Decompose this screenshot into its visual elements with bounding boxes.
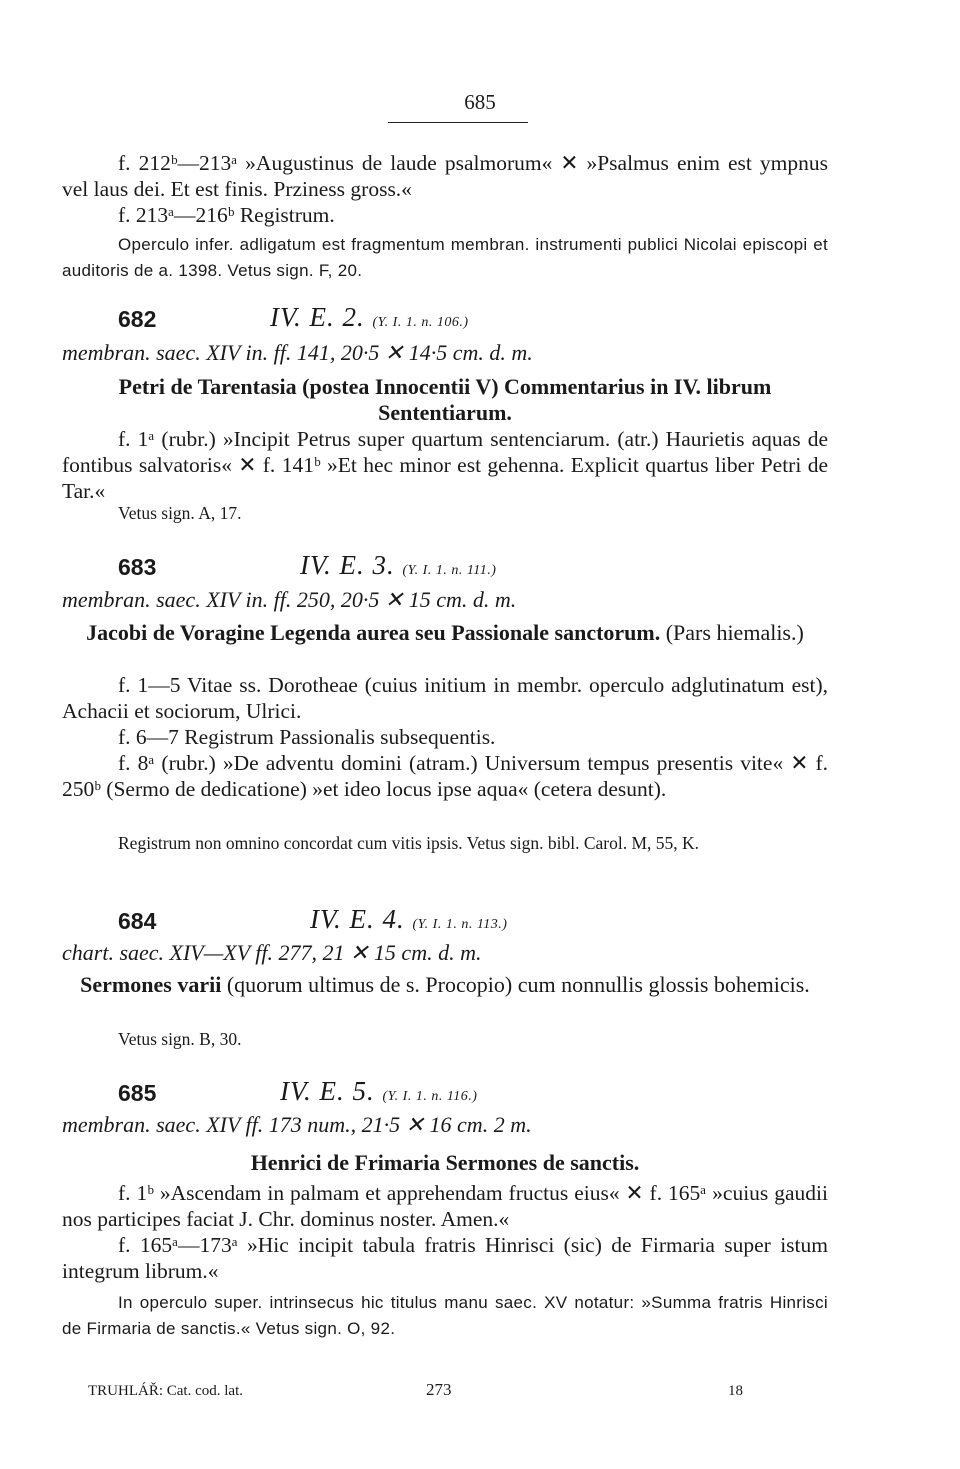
old-reference: (Y. I. 1. n. 113.) [412, 917, 508, 932]
top-entry-note-block [62, 232, 828, 284]
entry-signature [300, 550, 496, 581]
signature-text: IV. E. 3. [300, 550, 395, 580]
entry-title-suffix: (quorum ultimus de s. Procopio) cum nonnullis glossis bohemicis. [221, 972, 810, 997]
entry-body-paragraph: f. 1ᵇ »Ascendam in palmam et apprehendam fructus eius« ✕ f. 165ᵃ »cuius gaudii nos participes faciat J. Chr. dominus noster. Amen.« [62, 1181, 828, 1231]
entry-note-block [62, 1026, 828, 1052]
entry-number: 682 [118, 306, 157, 332]
entry-body [62, 1180, 828, 1284]
signature-text: IV. E. 5. [280, 1076, 375, 1106]
entry-description: membran. saec. XIV in. ff. 141, 20·5 ✕ 14·5 cm. d. m. [62, 340, 533, 365]
entry-note: Registrum non omnino concordat cum vitis ipsis. Vetus sign. bibl. Carol. M, 55, K. [118, 833, 700, 853]
old-reference: (Y. I. 1. n. 106.) [372, 315, 469, 330]
entry-title [62, 1150, 828, 1176]
signature-text: IV. E. 2. [270, 302, 365, 332]
entry-number: 683 [118, 554, 157, 580]
entry-title-text: Sermones varii [80, 972, 222, 997]
entry-note-block [62, 500, 828, 526]
top-entry-line2: f. 213ᵃ—216ᵇ Registrum. [118, 203, 335, 227]
footer-sheet-number: 273 [426, 1380, 452, 1399]
entry-body [62, 672, 828, 802]
entry-number: 684 [118, 908, 157, 934]
entry-signature [280, 1076, 477, 1107]
entry-body-paragraph: f. 1—5 Vitae ss. Dorotheae (cuius initium in membr. operculo adglutinatum est), Achacii et sociorum, Ulrici. [62, 673, 828, 723]
entry-title-suffix: (Pars hiemalis.) [660, 620, 804, 645]
old-reference: (Y. I. 1. n. 111.) [402, 563, 497, 578]
entry-note: In operculo super. intrinsecus hic titulus manu saec. XV notatur: »Summa fratris Hinrisci de Firmaria de sanctis.« Vetus sign. O, 92. [62, 1293, 828, 1338]
top-entry-note: Operculo infer. adligatum est fragmentum membran. instrumenti publici Nicolai episcopi et auditoris de a. 1398. Vetus sign. F, 20. [62, 235, 828, 280]
entry-title-text: Jacobi de Voragine Legenda aurea seu Passionale sanctorum. [86, 620, 661, 645]
entry-note-block [62, 830, 828, 856]
entry-title [62, 374, 828, 426]
entry-body-paragraph: f. 6—7 Registrum Passionalis subsequentis. [118, 725, 496, 749]
entry-body-paragraph: f. 8ᵃ (rubr.) »De adventu domini (atram.) Universum tempus presentis vite« ✕ f. 250ᵇ (Sermo de dedicatione) »et ideo locus ipse aqua« (cetera desunt). [62, 751, 828, 801]
entry-description: chart. saec. XIV—XV ff. 277, 21 ✕ 15 cm. d. m. [62, 940, 482, 965]
page-number-rule [388, 122, 528, 123]
signature-text: IV. E. 4. [310, 904, 405, 934]
entry-signature [310, 904, 507, 935]
entry-title-text: Henrici de Frimaria Sermones de sanctis. [250, 1150, 640, 1175]
entry-note-block [62, 1290, 828, 1342]
footer-catalogue-ref: TRUHLÁŘ: Cat. cod. lat. [88, 1383, 243, 1399]
entry-title [62, 972, 828, 998]
old-reference: (Y. I. 1. n. 116.) [382, 1089, 478, 1104]
entry-title [62, 620, 828, 646]
entry-number: 685 [118, 1080, 157, 1106]
entry-body-paragraph: f. 165ᵃ—173ᵃ »Hic incipit tabula fratris Hinrisci (sic) de Firmaria super istum integrum librum.« [62, 1233, 828, 1283]
entry-body-paragraph: f. 1ᵃ (rubr.) »Incipit Petrus super quartum sentenciarum. (atr.) Haurietis aquas de fontibus salvatoris« ✕ f. 141ᵇ »Et hec minor est gehenna. Explicit quartus liber Petri de Tar.« [62, 427, 828, 503]
footer-signature-mark: 18 [728, 1383, 743, 1399]
entry-description: membran. saec. XIV ff. 173 num., 21·5 ✕ 16 cm. 2 m. [62, 1112, 532, 1137]
entry-body [62, 426, 828, 504]
entry-signature [270, 302, 469, 333]
page-number: 685 [464, 90, 496, 114]
entry-note: Vetus sign. B, 30. [118, 1029, 242, 1049]
entry-description: membran. saec. XIV in. ff. 250, 20·5 ✕ 15 cm. d. m. [62, 587, 517, 612]
entry-note: Vetus sign. A, 17. [118, 503, 242, 523]
top-entry-line1: f. 212ᵇ—213ᵃ »Augustinus de laude psalmorum« ✕ »Psalmus enim est ympnus vel laus dei. Et est finis. Prziness gross.« [62, 151, 828, 201]
entry-title-text: Petri de Tarentasia (postea Innocentii V) Commentarius in IV. librum Sententiarum. [118, 374, 772, 425]
top-entry [62, 150, 828, 228]
